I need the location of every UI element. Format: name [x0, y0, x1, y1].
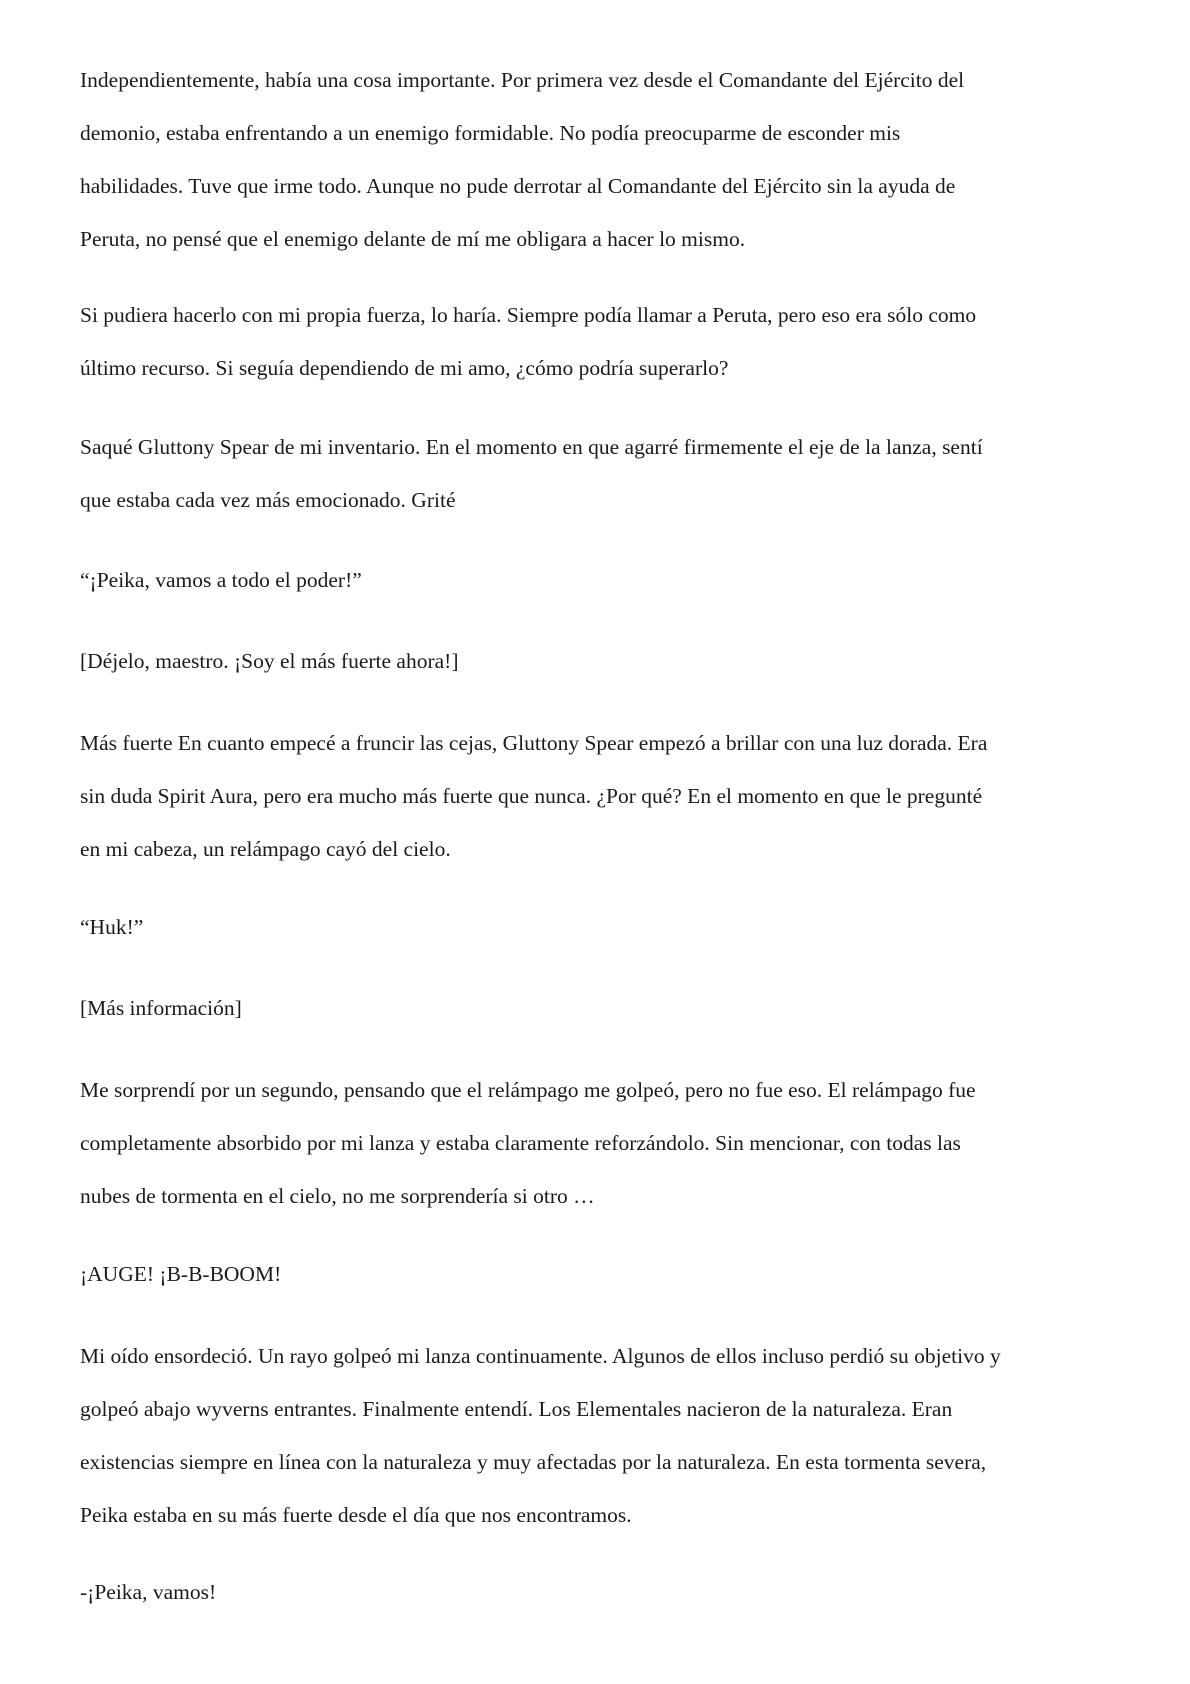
- text-line: habilidades. Tuve que irme todo. Aunque no pude derrotar al Comandante del Ejército sin la ayuda de: [80, 174, 956, 198]
- text-line: que estaba cada vez más emocionado. Grité: [80, 488, 456, 512]
- paragraph-6: [80, 717, 1120, 876]
- text-line: último recurso. Si seguía dependiendo de mi amo, ¿cómo podría superarlo?: [80, 356, 729, 380]
- paragraph-11: [80, 1330, 1120, 1542]
- text-line: demonio, estaba enfrentando a un enemigo formidable. No podía preocuparme de esconder mis: [80, 121, 901, 145]
- paragraph-9: [80, 1064, 1120, 1223]
- text-line: completamente absorbido por mi lanza y estaba claramente reforzándolo. Sin mencionar, con todas las: [80, 1131, 961, 1155]
- text-line: “¡Peika, vamos a todo el poder!”: [80, 568, 362, 592]
- system-message: [80, 982, 1120, 1035]
- text-line: nubes de tormenta en el cielo, no me sorprendería si otro …: [80, 1184, 595, 1208]
- text-line: Peika estaba en su más fuerte desde el día que nos encontramos.: [80, 1503, 632, 1527]
- text-line: “Huk!”: [80, 915, 144, 939]
- text-line: Si pudiera hacerlo con mi propia fuerza, lo haría. Siempre podía llamar a Peruta, pero eso era sólo como: [80, 303, 977, 327]
- text-line: sin duda Spirit Aura, pero era mucho más fuerte que nunca. ¿Por qué? En el momento en que le pregunté: [80, 784, 983, 808]
- text-line: [Déjelo, maestro. ¡Soy el más fuerte ahora!]: [80, 649, 459, 673]
- text-line: Peruta, no pensé que el enemigo delante de mí me obligara a hacer lo mismo.: [80, 227, 746, 251]
- text-line: Me sorprendí por un segundo, pensando que el relámpago me golpeó, pero no fue eso. El relámpago fue: [80, 1078, 976, 1102]
- text-line: golpeó abajo wyverns entrantes. Finalmente entendí. Los Elementales nacieron de la naturaleza. Eran: [80, 1397, 953, 1421]
- text-line: existencias siempre en línea con la naturaleza y muy afectadas por la naturaleza. En esta tormenta severa,: [80, 1450, 987, 1474]
- text-line: Saqué Gluttony Spear de mi inventario. En el momento en que agarré firmemente el eje de la lanza, sentí: [80, 435, 983, 459]
- paragraph-2: [80, 289, 1120, 395]
- sound-effect-line: [80, 1248, 1120, 1301]
- paragraph-3: [80, 421, 1120, 527]
- text-line: Independientemente, había una cosa importante. Por primera vez desde el Comandante del Ejército del: [80, 68, 965, 92]
- text-line: [Más información]: [80, 996, 242, 1020]
- text-line: Mi oído ensordeció. Un rayo golpeó mi lanza continuamente. Algunos de ellos incluso perdió su objetivo y: [80, 1344, 1001, 1368]
- text-line: ¡AUGE! ¡B-B-BOOM!: [80, 1262, 282, 1286]
- system-message: [80, 635, 1120, 688]
- text-line: en mi cabeza, un relámpago cayó del cielo.: [80, 837, 451, 861]
- text-line: -¡Peika, vamos!: [80, 1580, 217, 1604]
- paragraph-1: [80, 54, 1120, 266]
- text-line: Más fuerte En cuanto empecé a fruncir las cejas, Gluttony Spear empezó a brillar con una luz dorada. Era: [80, 731, 988, 755]
- dialogue-line: [80, 901, 1120, 954]
- dialogue-line: [80, 554, 1120, 607]
- dialogue-line: [80, 1566, 1120, 1619]
